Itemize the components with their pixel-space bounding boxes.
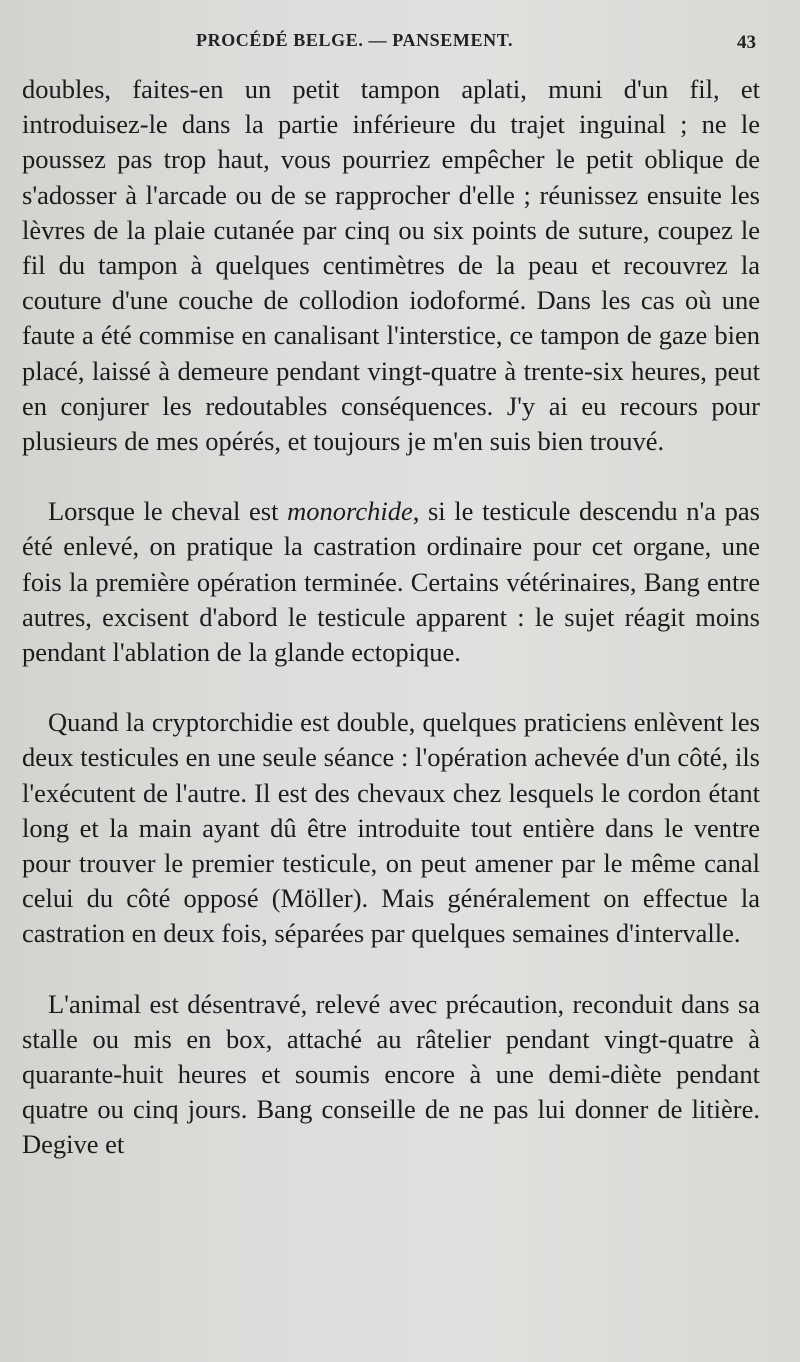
paragraph-animal-desentrave: L'animal est désentravé, relevé avec précaution, reconduit dans sa stalle ou mis en box, attaché au râtelier pendant vingt-quatre à quarante-huit heures et soumis encore à une demi-diète pendant quatre ou cinq jours. Bang conseille de ne pas lui donner de litière. Degive et xyxy=(22,988,760,1160)
body-text xyxy=(22,72,760,1163)
paragraph-cryptorchidie-double: Quand la cryptorchidie est double, quelques praticiens enlèvent les deux testicules en une seule séance : l'opération achevée d'un côté, ils l'exécutent de l'autre. Il est des chevaux chez lesquels le cordon étant long et la main ayant dû être introduite tout entière dans le ventre pour trouver le premier testicule, on peut amener par le même canal celui du côté opposé (Möller). Mais généralement on effectue la castration en deux fois, séparées par quelques semaines d'intervalle. xyxy=(22,707,760,949)
paragraph-monorchide-after: , si le testicule descendu n'a pas été enlevé, on pratique la castration ordinaire pour cet organe, une fois la première opération terminée. Certains vétérinaires, Bang entre autres, excisent d'abord le testicule apparent : le sujet réagit moins pendant l'ablation de la glande ectopique. xyxy=(22,496,760,668)
page-number: 43 xyxy=(737,32,756,53)
running-header: PROCÉDÉ BELGE. — PANSEMENT. xyxy=(196,30,514,50)
paragraph-gap xyxy=(22,952,760,987)
paragraph-gap xyxy=(22,459,760,494)
paragraph-monorchide-before: Lorsque le cheval est xyxy=(48,496,288,527)
paragraph-gap xyxy=(22,670,760,705)
paragraph-monorchide xyxy=(22,494,760,670)
term-monorchide: monorchide xyxy=(287,496,413,527)
paragraph-tampon: doubles, faites-en un petit tampon aplati, muni d'un fil, et introduisez-le dans la partie inférieure du trajet inguinal ; ne le poussez pas trop haut, vous pourriez empêcher le petit oblique de s'adosser à l'arcade ou de se rapprocher d'elle ; réunissez ensuite les lèvres de la plaie cutanée par cinq ou six points de suture, coupez le fil du tampon à quelques centimètres de la peau et recouvrez la couture d'une couche de collodion iodoformé. Dans les cas où une faute a été commise en canalisant l'interstice, ce tampon de gaze bien placé, laissé à demeure pendant vingt-quatre à trente-six heures, peut en conjurer les redoutables conséquences. J'y ai eu recours pour plusieurs de mes opérés, et toujours je m'en suis bien trouvé. xyxy=(22,74,760,457)
